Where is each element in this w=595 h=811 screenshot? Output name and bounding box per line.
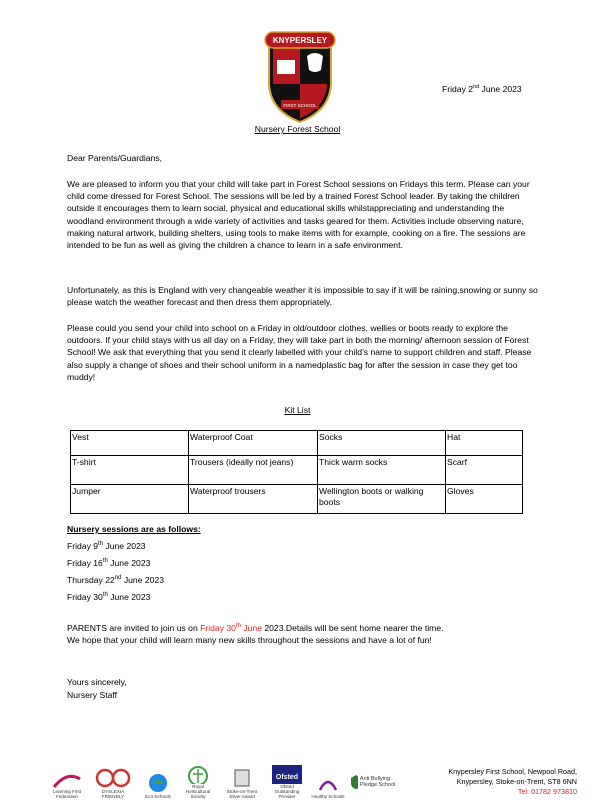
anti-bullying-logo: Anti Bullying Pledge School — [350, 765, 404, 799]
session-date: Friday 30th June 2023 — [67, 592, 151, 602]
session-date: Thursday 22nd June 2023 — [67, 575, 164, 585]
footer-logos — [48, 765, 403, 801]
table-cell: Wellington boots or walking boots — [318, 485, 446, 514]
crest-motto: FIRST SCHOOL — [283, 103, 317, 108]
healthy-schools-logo: Healthy Schools — [310, 765, 346, 799]
kit-list-title: Kit List — [284, 405, 311, 415]
parents-invite: PARENTS are invited to join us on Friday 30th June 2023.Details will be sent home nearer the time. — [67, 622, 444, 633]
address-line: Knypersley, Stoke-on-Trent, ST8 6NN — [456, 777, 577, 786]
phone-number: Tel: 01782 973810 — [517, 787, 577, 796]
kit-list-table — [70, 430, 523, 514]
school-crest — [263, 30, 337, 125]
svg-text:Ofsted: Ofsted — [275, 774, 299, 781]
closing-hope: We hope that your child will learn many new skills throughout the sessions and have a lot of fun! — [67, 635, 432, 645]
table-cell: Gloves — [446, 485, 523, 514]
salutation: Dear Parents/Guardians, — [67, 153, 163, 163]
crest-name: KNYPERSLEY — [272, 36, 328, 45]
sessions-title: Nursery sessions are as follows: — [67, 524, 201, 534]
table-cell: Trousers (ideally not jeans) — [189, 456, 318, 485]
dyslexia-friendly-logo: DYSLEXIA FRIENDLY — [92, 765, 134, 799]
ofsted-logo: Ofsted Ofsted Outstanding Provider — [270, 765, 304, 799]
table-row — [71, 456, 523, 485]
silver-award-logo: Stoke-on-Trent Silver Award — [222, 765, 262, 799]
table-cell: Socks — [318, 431, 446, 456]
school-address — [407, 767, 577, 797]
eco-schools-logo: Eco-Schools — [140, 765, 176, 799]
session-date: Friday 9th June 2023 — [67, 541, 146, 551]
closing: Yours sincerely, — [67, 677, 127, 687]
table-cell: T-shirt — [71, 456, 189, 485]
table-cell: Thick warm socks — [318, 456, 446, 485]
page-title: Nursery Forest School — [254, 124, 341, 134]
paragraph-clothing: Please could you send your child into school on a Friday in old/outdoor clothes, wellies or boots ready to explore the outdoors. If your child stays with us all day on a Friday, they will take part in both the morning/ afternoon session of Forest School! We ask that everything that you send it clearly labelled with your child’s name to support children and staff. Please also supply a change of shoes and their school uniform in a namedplastic bag for after the session in case they get too muddy! — [67, 323, 532, 382]
table-cell: Waterproof trousers — [189, 485, 318, 514]
session-date: Friday 16th June 2023 — [67, 558, 151, 568]
table-cell: Vest — [71, 431, 189, 456]
letter-date: Friday 2nd June 2023 — [442, 84, 522, 94]
table-cell: Hat — [446, 431, 523, 456]
rhs-logo: Royal Horticultural Society — [180, 765, 216, 799]
paragraph-intro: We are pleased to inform you that your child will take part in Forest School sessions on Fridays this term. Please can your child come dressed for Forest School. The sessions will be led by a trained Forest School leader. By taking the children outside it encourages them to learn social, physical and educational skills whilstappreciating and understanding the woodland environment through a wide variety of activities and tasks geared for them. Activities include observing nature, making natural artwork, building shelters, using tools to make items with for example, cooking on a fire. The sessions are intended to be fun as well as giving the children a chance to learn in a safe environment. — [67, 179, 530, 251]
address-line: Knypersley First School, Newpool Road, — [448, 767, 577, 776]
table-row — [71, 431, 523, 456]
table-cell: Jumper — [71, 485, 189, 514]
signoff: Nursery Staff — [67, 690, 117, 700]
learning-first-logo: Learning First Federation — [48, 765, 86, 799]
table-cell: Scarf — [446, 456, 523, 485]
table-cell: Waterproof Coat — [189, 431, 318, 456]
paragraph-weather: Unfortunately, as this is England with very changeable weather it is impossible to say if it will be raining,snowing or sunny so please watch the weather forecast and then dress them appropriately. — [67, 285, 538, 308]
table-row — [71, 485, 523, 514]
